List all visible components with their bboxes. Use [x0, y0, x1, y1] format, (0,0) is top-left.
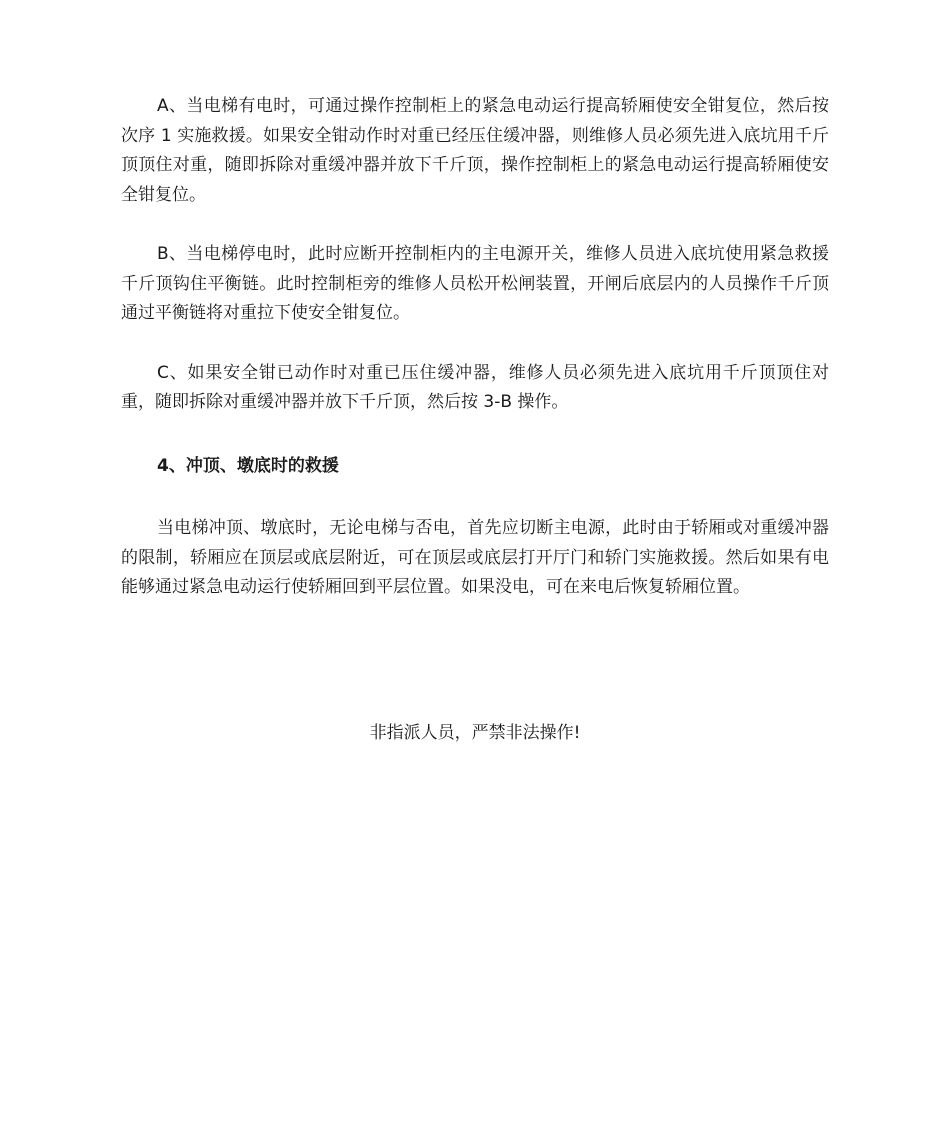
closing-notice: 非指派人员，严禁非法操作!: [369, 723, 581, 743]
paragraph-a: A、当电梯有电时，可通过操作控制柜上的紧急电动运行提高轿厢使安全钳复位，然后按次序 1 实施救援。如果安全钳动作时对重已经压住缓冲器，则维修人员必须先进入底坑用千斤顶顶住对重，随即拆除对重缓冲器并放下千斤顶，操作控制柜上的紧急电动运行提高轿厢使安全钳复位。: [121, 96, 829, 205]
section-heading: 4、冲顶、墩底时的救援: [157, 455, 339, 476]
document-body: [121, 92, 829, 603]
paragraph-c: C、如果安全钳已动作时对重已压住缓冲器，维修人员必须先进入底坑用千斤顶顶住对重，随即拆除对重缓冲器并放下千斤顶，然后按 3-B 操作。: [121, 362, 829, 412]
paragraph-b: B、当电梯停电时，此时应断开控制柜内的主电源开关，维修人员进入底坑使用紧急救援千斤顶钩住平衡链。此时控制柜旁的维修人员松开松闸装置，开闸后底层内的人员操作千斤顶通过平衡链将对重拉下使安全钳复位。: [121, 244, 829, 323]
paragraph-d: 当电梯冲顶、墩底时，无论电梯与否电，首先应切断主电源，此时由于轿厢或对重缓冲器的限制，轿厢应在顶层或底层附近，可在顶层或底层打开厅门和轿门实施救援。然后如果有电能够通过紧急电动运行使轿厢回到平层位置。如果没电，可在来电后恢复轿厢位置。: [121, 518, 829, 597]
